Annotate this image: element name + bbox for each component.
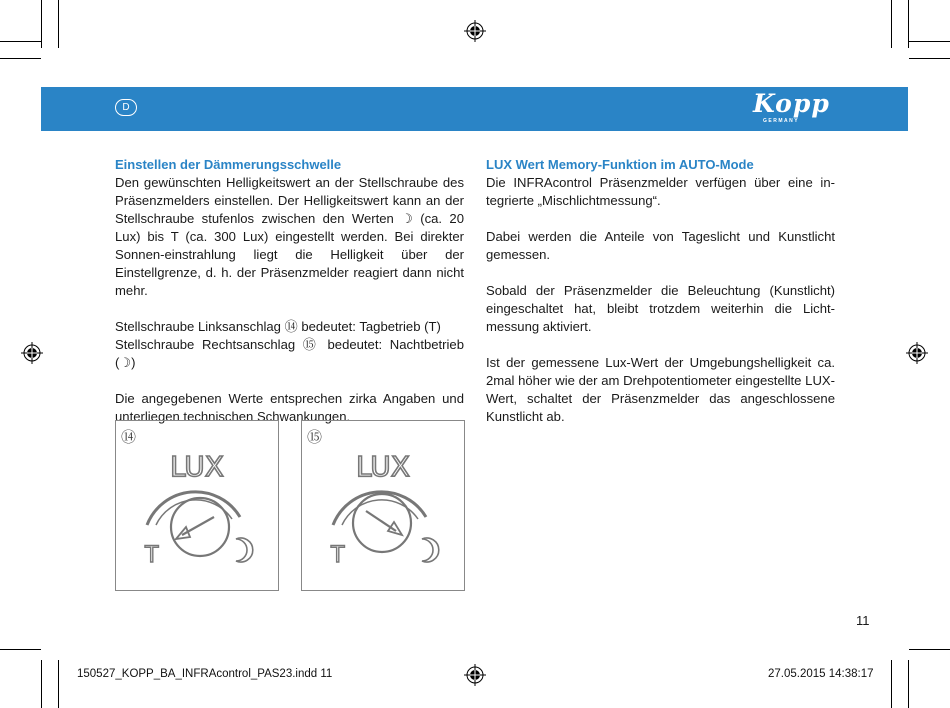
right-column [486, 156, 835, 444]
paragraph: Ist der gemessene Lux-Wert der Umgebungshelligkeit ca. 2mal höher wie der am Drehpotentiometer eingestellte LUX-Wert, schaltet der Präsenzmelder das angeschlossene Kunstlicht ab. [486, 355, 835, 424]
lux-label: LUX [170, 450, 224, 483]
crop-mark [41, 660, 42, 708]
crop-mark [58, 660, 59, 708]
crop-mark [58, 0, 59, 48]
header-band [41, 87, 908, 131]
footer-filename: 150527_KOPP_BA_INFRAcontrol_PAS23.indd 11 [77, 668, 333, 680]
crop-mark [909, 649, 950, 650]
crop-mark [908, 660, 909, 708]
registration-mark-icon [464, 20, 486, 42]
t-label: T [331, 543, 345, 568]
registration-mark-icon [906, 342, 928, 364]
paragraph: Die angegebenen Werte entsprechen zirka Angaben und unterliegen technischen Schwankungen. [115, 391, 464, 424]
t-label: T [145, 543, 159, 568]
crop-mark [909, 41, 950, 42]
crop-mark [891, 0, 892, 48]
crop-mark [41, 0, 42, 48]
crop-mark [0, 649, 41, 650]
figure-number: ⑮ [307, 429, 323, 446]
registration-mark-icon [21, 342, 43, 364]
section-heading: LUX Wert Memory-Funktion im AUTO-Mode [486, 157, 754, 172]
brand-wordmark: Kopp [753, 89, 830, 118]
dial-icon [302, 421, 464, 590]
section-heading: Einstellen der Dämmerungsschwelle [115, 157, 342, 172]
paragraph: Die INFRAcontrol Präsenzmelder verfügen über eine in-tegrierte „Mischlichtmessung“. [486, 175, 835, 208]
language-badge: D [115, 99, 137, 116]
paragraph: Sobald der Präsenzmelder die Beleuchtung (Kunstlicht) eingeschaltet hat, bleibt trotzdem weiterhin die Licht-messung aktiviert. [486, 283, 835, 334]
crop-mark [909, 58, 950, 59]
page-number: 11 [856, 613, 870, 628]
crop-mark [0, 41, 41, 42]
figure-dial-left [115, 420, 279, 591]
left-column [115, 156, 464, 444]
kopp-logo [753, 91, 843, 125]
figure-number: ⑭ [121, 429, 137, 446]
figure-dial-right [301, 420, 465, 591]
brand-subtitle: GERMANY [763, 118, 800, 124]
paragraph: Dabei werden die Anteile von Tageslicht und Kunstlicht gemessen. [486, 229, 835, 262]
paragraph: Den gewünschten Helligkeitswert an der Stellschraube des Präsenzmelders einstellen. Der Helligkeitswert kann an der Stellschraube stufenlos zwischen den Werten ☽ (ca. 20 Lux) bis T (ca. 300 Lux) eingestellt werden. Bei direkter Sonnen-einstrahlung liegt die Helligkeit über der Einstellgrenze, d. h. der Präsenzmelder reagiert dann nicht mehr. [115, 175, 464, 298]
footer-timestamp: 27.05.2015 14:38:17 [768, 668, 874, 680]
dial-icon [116, 421, 278, 590]
paragraph: Stellschraube Rechtsanschlag ⑮ bedeutet: Nachtbetrieb (☽) [115, 337, 464, 370]
crop-mark [0, 58, 41, 59]
paragraph: Stellschraube Linksanschlag ⑭ bedeutet: Tagbetrieb (T) [115, 319, 441, 334]
crop-mark [891, 660, 892, 708]
registration-mark-icon [464, 664, 486, 686]
lux-label: LUX [356, 450, 410, 483]
